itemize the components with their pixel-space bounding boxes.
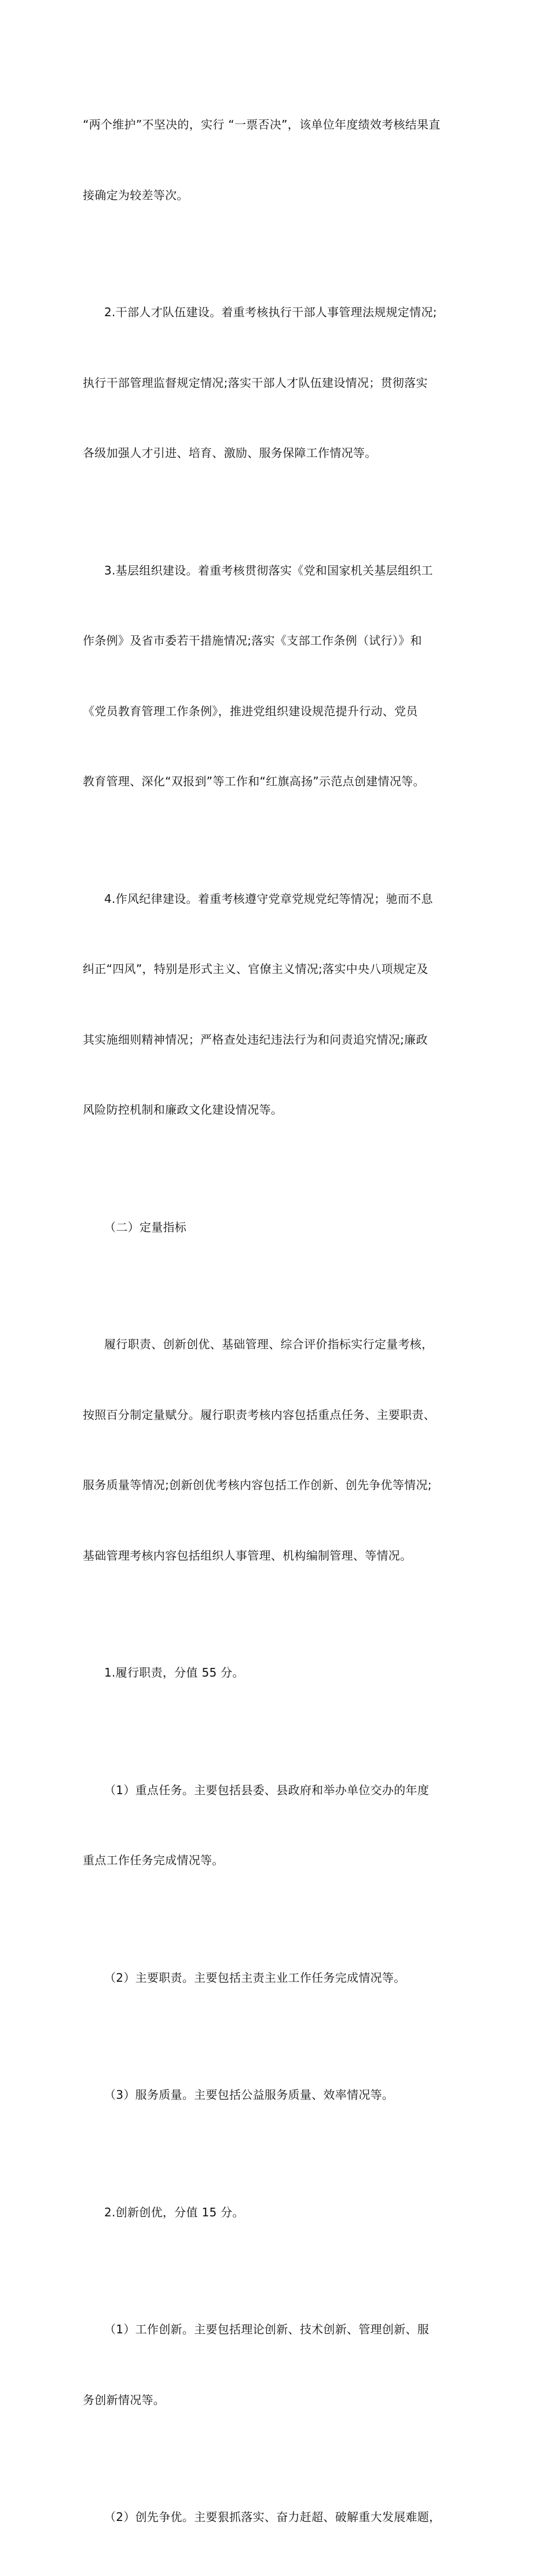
text-line: 服务质量等情况;创新创优考核内容包括工作创新、创先争优等情况; (83, 1478, 432, 1492)
paragraph-duty-key-tasks (83, 1732, 472, 1919)
text-line: 2.创新创优，分值 15 分。 (104, 2205, 244, 2219)
text-line: 重点工作任务完成情况等。 (83, 1853, 224, 1867)
paragraph-innovation-work (83, 2271, 472, 2458)
paragraph-duty-heading (83, 1614, 472, 1732)
text-line: 《党员教育管理工作条例》，推进党组织建设规范提升行动、党员 (83, 704, 418, 718)
heading-line: （二）定量指标 (104, 1220, 187, 1234)
text-line: 纠正“四风”，特别是形式主义、官僚主义情况;落实中央八项规定及 (83, 962, 428, 976)
text-line: （3）服务质量。主要包括公益服务质量、效率情况等。 (104, 2088, 394, 2102)
text-line: 风险防控机制和廉政文化建设情况等。 (83, 1103, 283, 1117)
text-line: 4.作风纪律建设。着重考核遵守党章党规党纪等情况；驰而不息 (104, 891, 433, 906)
paragraph-intro-continuation (83, 66, 472, 254)
text-line: （1）重点任务。主要包括县委、县政府和举办单位交办的年度 (104, 1783, 430, 1797)
paragraph-innovation-excellence (83, 2458, 472, 2576)
paragraph-duty-main-duties (83, 1919, 472, 2037)
text-line: 作条例》及省市委若干措施情况;落实《支部工作条例（试行）》和 (83, 634, 422, 647)
section-heading-quantitative (83, 1169, 472, 1286)
paragraph-grassroots-org (83, 512, 472, 840)
text-line: （2）主要职责。主要包括主责主业工作任务完成情况等。 (104, 1970, 406, 1985)
text-line: 教育管理、深化“双报到”等工作和“红旗高扬”示范点创建情况等。 (83, 774, 425, 788)
text-line: “两个维护”不坚决的，实行 “一票否决”，该单位年度绩效考核结果直 (83, 118, 441, 131)
text-line: 其实施细则精神情况；严格查处违纪违法行为和问责追究情况;廉政 (83, 1032, 428, 1046)
paragraph-quantitative-intro (83, 1286, 472, 1614)
text-line: 1.履行职责，分值 55 分。 (104, 1666, 244, 1679)
text-line: 接确定为较差等次。 (83, 188, 189, 202)
text-line: 务创新情况等。 (83, 2392, 166, 2407)
text-line: 基础管理考核内容包括组织人事管理、机构编制管理、等情况。 (83, 1548, 412, 1563)
paragraph-discipline (83, 840, 472, 1169)
text-line: 各级加强人才引进、培育、激励、服务保障工作情况等。 (83, 446, 377, 460)
text-line: 履行职责、创新创优、基础管理、综合评价指标实行定量考核， (104, 1337, 434, 1351)
text-line: （1）工作创新。主要包括理论创新、技术创新、管理创新、服 (104, 2322, 430, 2336)
text-line: （2）创先争优。主要狠抓落实、奋力赶超、破解重大发展难题， (104, 2510, 441, 2524)
text-line: 执行干部管理监督规定情况;落实干部人才队伍建设情况；贯彻落实 (83, 375, 428, 390)
paragraph-innovation-heading (83, 2154, 472, 2271)
text-line: 3.基层组织建设。着重考核贯彻落实《党和国家机关基层组织工 (104, 563, 433, 577)
paragraph-cadre-team (83, 254, 472, 512)
document-body (83, 66, 472, 2576)
text-line: 按照百分制定量赋分。履行职责考核内容包括重点任务、主要职责、 (83, 1407, 435, 1422)
text-line: 2.干部人才队伍建设。着重考核执行干部人事管理法规规定情况; (104, 305, 437, 319)
paragraph-duty-service-quality (83, 2036, 472, 2154)
